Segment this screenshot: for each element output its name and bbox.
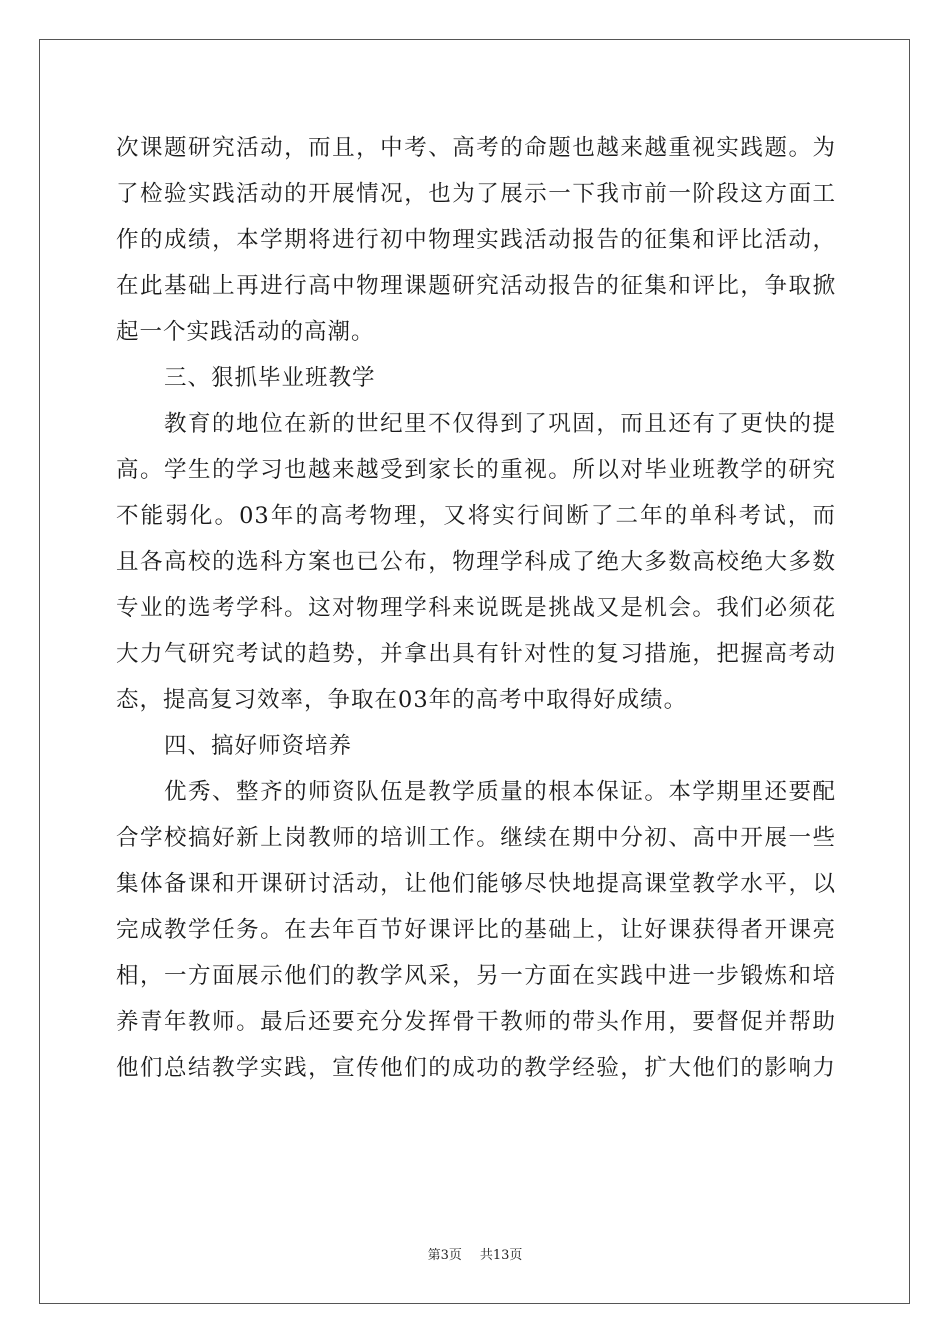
text-line: 且各高校的选科方案也已公布，物理学科成了绝大多数高校绝大多数 bbox=[116, 549, 836, 575]
paragraph bbox=[116, 401, 836, 723]
text-line: 高。学生的学习也越来越受到家长的重视。所以对毕业班教学的研究 bbox=[116, 457, 836, 483]
text-line: 作的成绩，本学期将进行初中物理实践活动报告的征集和评比活动， bbox=[116, 227, 836, 253]
text-line: 养青年教师。最后还要充分发挥骨干教师的带头作用，要督促并帮助 bbox=[116, 1009, 836, 1035]
text-line: 他们总结教学实践，宣传他们的成功的教学经验，扩大他们的影响力 bbox=[116, 1055, 836, 1081]
text-line: 优秀、整齐的师资队伍是教学质量的根本保证。本学期里还要配 bbox=[164, 779, 836, 805]
text-line: 起一个实践活动的高潮。 bbox=[116, 319, 375, 345]
paragraph bbox=[116, 769, 836, 1091]
text-line: 了检验实践活动的开展情况，也为了展示一下我市前一阶段这方面工 bbox=[116, 181, 836, 207]
text-line: 教育的地位在新的世纪里不仅得到了巩固，而且还有了更快的提 bbox=[164, 411, 836, 437]
page-number: 第3页 bbox=[427, 1248, 462, 1263]
text-line: 不能弱化。03年的高考物理，又将实行间断了二年的单科考试，而 bbox=[116, 503, 836, 529]
text-line: 大力气研究考试的趋势，并拿出具有针对性的复习措施，把握高考动 bbox=[116, 641, 836, 667]
page-total: 共13页 bbox=[479, 1248, 523, 1263]
text-line: 相，一方面展示他们的教学风采，另一方面在实践中进一步锻炼和培 bbox=[116, 963, 836, 989]
document-body bbox=[116, 125, 836, 1091]
text-line: 完成教学任务。在去年百节好课评比的基础上，让好课获得者开课亮 bbox=[116, 917, 836, 943]
section-heading: 四、搞好师资培养 bbox=[164, 733, 353, 759]
text-line: 在此基础上再进行高中物理课题研究活动报告的征集和评比，争取掀 bbox=[116, 273, 836, 299]
paragraph bbox=[116, 125, 836, 355]
text-line: 次课题研究活动，而且，中考、高考的命题也越来越重视实践题。为 bbox=[116, 135, 836, 161]
page-footer bbox=[0, 1244, 950, 1263]
text-line: 态，提高复习效率，争取在03年的高考中取得好成绩。 bbox=[116, 687, 688, 713]
section-heading: 三、狠抓毕业班教学 bbox=[164, 365, 376, 391]
text-line: 专业的选考学科。这对物理学科来说既是挑战又是机会。我们必须花 bbox=[116, 595, 836, 621]
text-line: 合学校搞好新上岗教师的培训工作。继续在期中分初、高中开展一些 bbox=[116, 825, 836, 851]
text-line: 集体备课和开课研讨活动，让他们能够尽快地提高课堂教学水平，以 bbox=[116, 871, 836, 897]
